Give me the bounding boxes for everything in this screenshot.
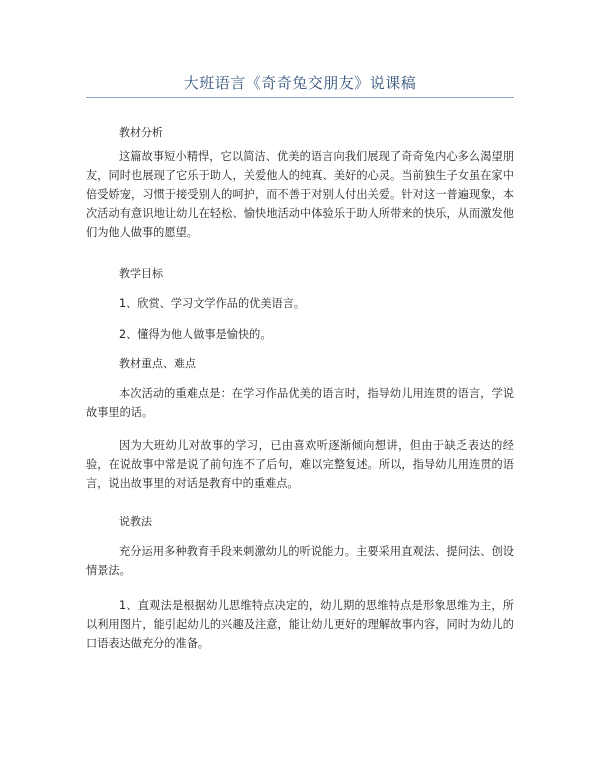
goal-item-1: 1、欣赏、学习文学作品的优美语言。 xyxy=(119,297,306,310)
page-title: 大班语言《奇奇兔交朋友》说课稿 xyxy=(183,74,417,92)
paragraph-key-points-1: 本次活动的重难点是：在学习作品优美的语言时，指导幼儿用连贯的语言，学说故事里的话。 xyxy=(86,387,514,419)
paragraph-method-2: 1、直观法是根据幼儿思维特点决定的，幼儿期的思维特点是形象思维为主，所以利用图片，能引起幼儿的兴趣及注意，能让幼儿更好的理解故事内容，同时为幼儿的口语表达做充分的准备。 xyxy=(86,599,514,650)
paragraph-analysis: 这篇故事短小精悍，它以简洁、优美的语言向我们展现了奇奇兔内心多么渴望朋友，同时也展现了它乐于助人，关爱他人的纯真、美好的心灵。当前独生子女虽在家中倍受娇宠，习惯于接受别人的呵护，而不善于对别人付出关爱。针对这一普遍现象，本次活动有意识地让幼儿在轻松、愉快地活动中体验乐于助人所带来的快乐，从而激发他们为他人做事的愿望。 xyxy=(86,150,514,239)
section-heading-goals: 教学目标 xyxy=(119,267,163,280)
section-heading-key-points: 教材重点、难点 xyxy=(119,357,196,370)
title-divider xyxy=(86,97,514,98)
section-heading-method: 说教法 xyxy=(119,515,152,528)
paragraph-key-points-2: 因为大班幼儿对故事的学习，已由喜欢听逐渐倾向想讲，但由于缺乏表达的经验，在说故事中常是说了前句连不了后句，难以完整复述。所以，指导幼儿用连贯的语言，说出故事里的对话是教育中的重难点。 xyxy=(86,439,514,490)
paragraph-method-1: 充分运用多种教育手段来刺激幼儿的听说能力。主要采用直观法、提问法、创设情景法。 xyxy=(86,545,514,577)
section-heading-analysis: 教材分析 xyxy=(119,126,163,139)
goal-item-2: 2、懂得为他人做事是愉快的。 xyxy=(119,328,272,341)
